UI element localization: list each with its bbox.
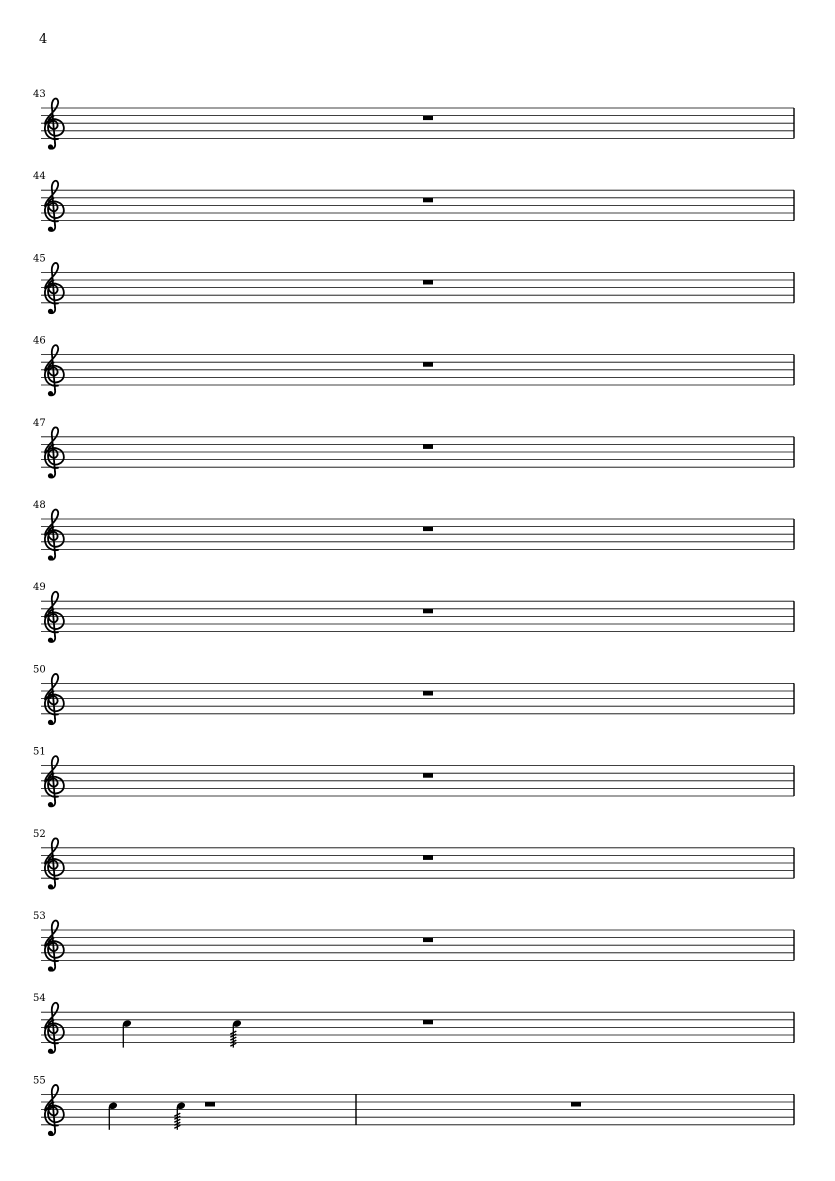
measure-number: 53 [33, 911, 46, 922]
measure-number: 47 [33, 417, 46, 429]
treble-clef-icon [45, 99, 64, 150]
staff-system [33, 747, 794, 808]
treble-clef-icon [45, 592, 64, 643]
multi-measure-rest [423, 444, 433, 449]
staff-system [33, 1075, 794, 1136]
multi-measure-rest [423, 609, 433, 614]
treble-clef-icon [45, 1003, 64, 1054]
multi-measure-rest [423, 938, 433, 943]
multi-measure-rest [423, 116, 433, 121]
measure-number: 51 [33, 746, 46, 758]
measure-number: 48 [33, 500, 46, 511]
staff-system [33, 336, 794, 397]
multi-measure-rest [423, 527, 433, 532]
multi-measure-rest [423, 280, 433, 285]
multi-measure-rest [423, 198, 433, 203]
measure-number: 49 [33, 582, 46, 594]
staff-system [33, 664, 794, 725]
staff-system [33, 171, 794, 232]
measure-number: 55 [33, 1075, 46, 1087]
multi-measure-rest [423, 773, 433, 778]
measure-number: 52 [33, 828, 46, 840]
treble-clef-icon [45, 1085, 64, 1136]
treble-clef-icon [45, 921, 64, 972]
treble-clef-icon [45, 263, 64, 314]
measure-number: 45 [33, 253, 46, 265]
treble-clef-icon [45, 510, 64, 561]
staff-system [33, 911, 794, 972]
measure-number: 50 [33, 664, 46, 676]
treble-clef-icon [45, 181, 64, 232]
whole-rest [423, 1020, 433, 1025]
measure-number: 43 [33, 89, 46, 100]
measure-number: 44 [33, 171, 46, 183]
staff-system [33, 829, 794, 890]
staff-system [33, 253, 794, 314]
multi-measure-rest [423, 691, 433, 696]
whole-rest [205, 1102, 215, 1107]
measure-number: 54 [33, 993, 46, 1005]
whole-rest [571, 1102, 581, 1107]
multi-measure-rest [423, 362, 433, 367]
staff-system [33, 89, 794, 150]
treble-clef-icon [45, 427, 64, 478]
staff-system [33, 582, 794, 643]
measure-number: 46 [33, 335, 46, 347]
multi-measure-rest [423, 855, 433, 860]
staff-system [33, 418, 794, 479]
page-number: 4 [39, 32, 48, 47]
treble-clef-icon [45, 756, 64, 807]
staff-system [33, 500, 794, 561]
staff-system [33, 993, 794, 1054]
treble-clef-icon [45, 674, 64, 725]
treble-clef-icon [45, 345, 64, 396]
treble-clef-icon [45, 838, 64, 889]
